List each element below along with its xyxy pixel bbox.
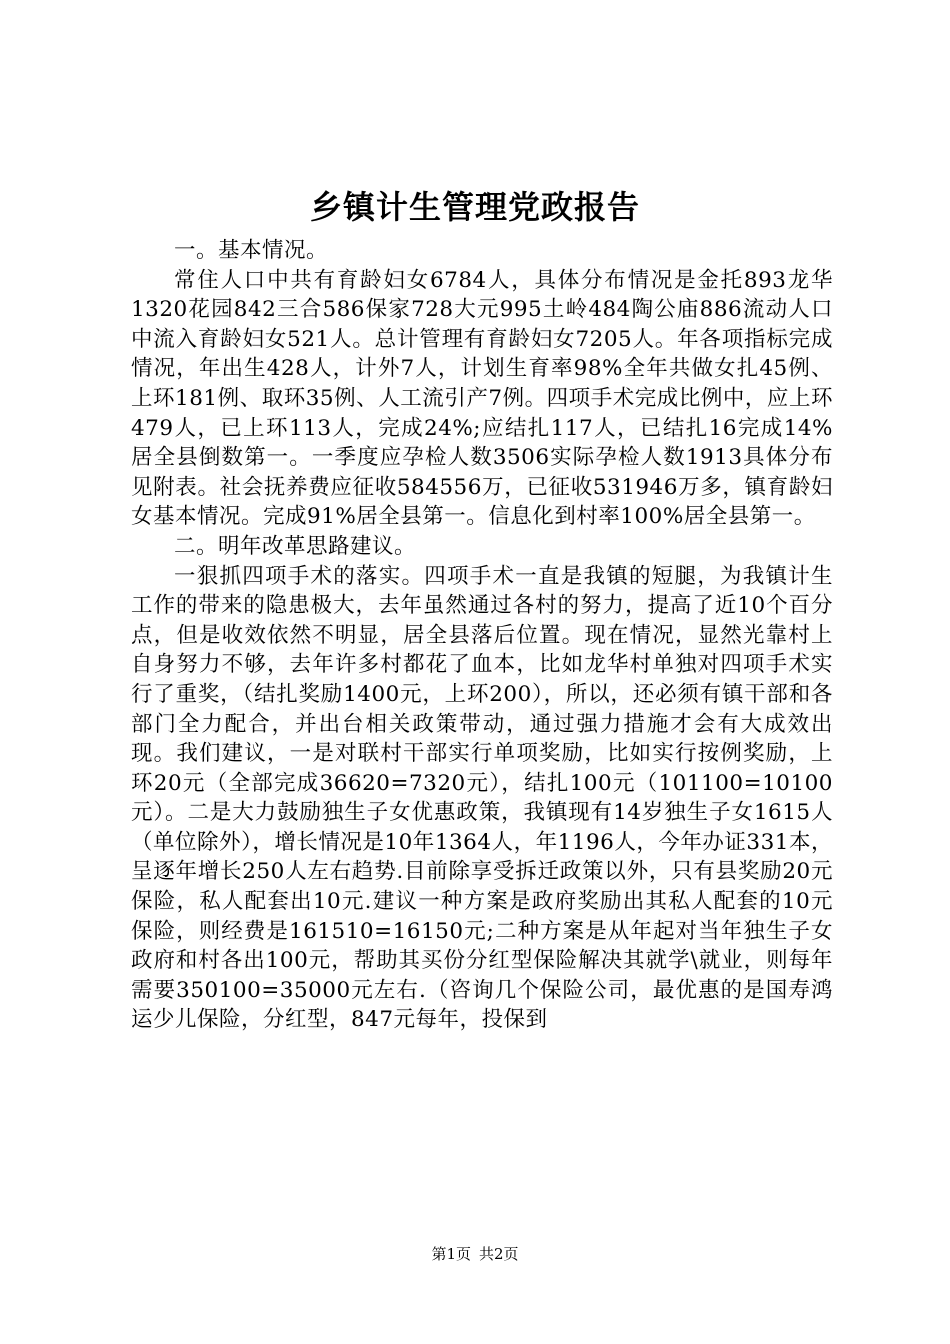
document-title: 乡镇计生管理党政报告 — [309, 188, 640, 226]
paragraph-basic-situation: 常住人口中共有育龄妇女6784人，具体分布情况是金托893龙华1320花园842三合586保家728大元995土岭484陶公庙886流动人口中流入育龄妇女521人。总计管理有育龄妇女7205人。年各项指标完成情况，年出生428人，计外7人，计划生育率98%全年共做女扎45例、上环181例、取环35例、人工流引产7例。四项手术完成比例中，应上环479人，已上环113人，完成24%;应结扎117人，已结扎16完成14%居全县倒数第一。一季度应孕检人数3506实际孕检人数1913具体分布见附表。社会抚养费应征收584556万，已征收531946万多，镇育龄妇女基本情况。完成91%居全县第一。信息化到村率100%居全县第一。 — [131, 267, 833, 530]
page-number: 第1页 — [431, 1245, 471, 1263]
page-total: 共2页 — [479, 1245, 519, 1263]
section-heading-reform-suggestions: 二。明年改革思路建议。 — [174, 533, 417, 559]
page-footer — [0, 1244, 950, 1264]
paragraph-reform-suggestions: 一狠抓四项手术的落实。四项手术一直是我镇的短腿，为我镇计生工作的带来的隐患极大，去年虽然通过各村的努力，提高了近10个百分点，但是收效依然不明显，居全县落后位置。现在情况，显然光靠村上自身努力不够，去年许多村都花了血本，比如龙华村单独对四项手术实行了重奖，（结扎奖励1400元，上环200），所以，还必须有镇干部和各部门全力配合，并出台相关政策带动，通过强力措施才会有大成效出现。我们建议，一是对联村干部实行单项奖励，比如实行按例奖励，上环20元（全部完成36620=7320元），结扎100元（101100=10100元）。二是大力鼓励独生子女优惠政策，我镇现有14岁独生子女1615人（单位除外），增长情况是10年1364人，年1196人，今年办证331本，呈逐年增长250人左右趋势.目前除享受拆迁政策以外，只有县奖励20元保险，私人配套出10元.建议一种方案是政府奖励出其私人配套的10元保险，则经费是161510=16150元;二种方案是从年起对当年独生子女政府和村各出100元，帮助其买份分红型保险解决其就学\就业，则每年需要350100=35000元左右.（咨询几个保险公司，最优惠的是国寿鸿运少儿保险，分红型，847元每年，投保到 — [131, 563, 833, 1033]
section-heading-basic-situation: 一。基本情况。 — [174, 238, 329, 263]
document-body — [131, 236, 833, 1035]
